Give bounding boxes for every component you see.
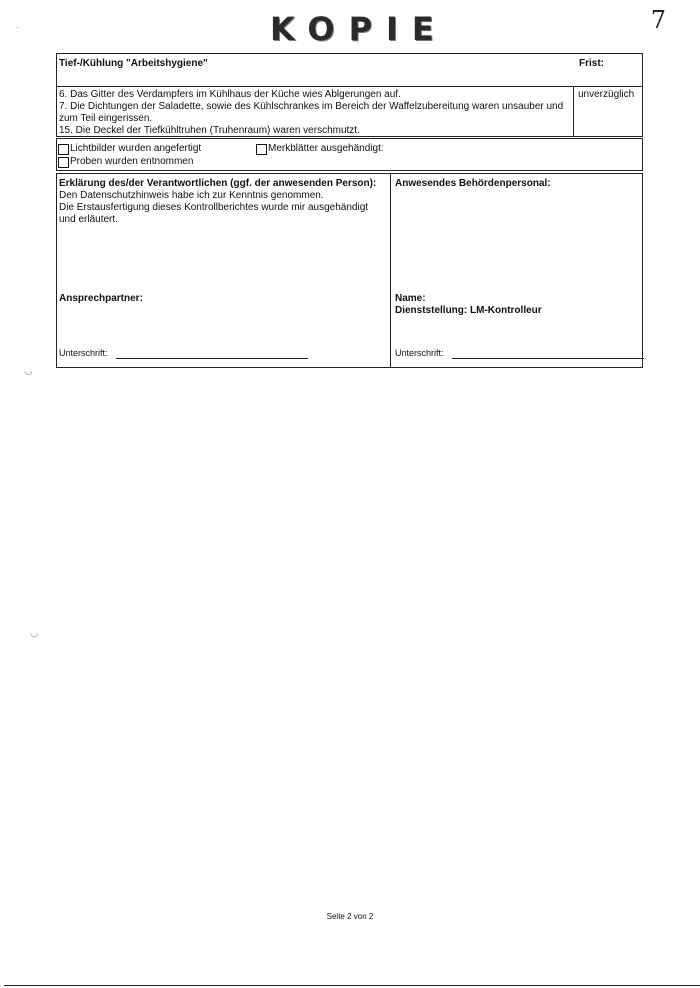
punch-hole-mark: ◡ — [30, 628, 39, 639]
signature-label: Unterschrift: — [59, 348, 108, 358]
finding-item: 15. Die Deckel der Tiefkühltruhen (Truhenraum) waren verschmutzt. — [59, 125, 360, 136]
photos-checkbox-row[interactable] — [58, 143, 201, 155]
deadline-value: unverzüglich — [574, 86, 642, 137]
leaflets-label: Merkblätter ausgehändigt: — [268, 143, 384, 154]
findings-title: Tief-/Kühlung "Arbeitshygiene" — [59, 58, 208, 69]
bottom-edge-line — [4, 985, 700, 986]
findings-list — [57, 86, 574, 137]
deadline-header: Frist: — [579, 58, 604, 69]
position-label: Dienststellung: LM-Kontrolleur — [395, 305, 542, 316]
authority-signature[interactable] — [395, 347, 644, 359]
finding-item: 6. Das Gitter des Verdampfers im Kühlhaus der Küche wies Ablgerungen auf. — [59, 89, 401, 100]
column-divider — [390, 174, 391, 367]
page-footer: Seite 2 von 2 — [326, 912, 374, 921]
signature-line[interactable] — [452, 349, 644, 359]
checkbox-icon[interactable] — [58, 157, 69, 168]
signature-label: Unterschrift: — [395, 348, 444, 358]
checkbox-section — [56, 138, 643, 171]
declaration-block — [59, 178, 387, 226]
leaflets-checkbox-row[interactable] — [256, 143, 384, 155]
signature-section — [56, 173, 643, 368]
copy-stamp: KOPIE — [270, 10, 448, 48]
handwritten-page-number: 7 — [650, 6, 666, 34]
scan-mark: · — [16, 22, 20, 33]
contact-label: Ansprechpartner: — [59, 293, 143, 304]
photos-label: Lichtbilder wurden angefertigt — [70, 143, 202, 154]
checkbox-icon[interactable] — [58, 144, 69, 155]
finding-item: 7. Die Dichtungen der Saladette, sowie des Kühlschrankes im Bereich der Waffelzubereitung waren unsauber und zum Teil eingerissen. — [59, 101, 564, 124]
declaration-line: Die Erstausfertigung dieses Kontrollberichtes wurde mir ausgehändigt und erläutert. — [59, 202, 369, 225]
authority-title: Anwesendes Behördenpersonal: — [395, 178, 551, 189]
samples-label: Proben wurden entnommen — [70, 156, 194, 167]
punch-hole-mark: ◡ — [24, 366, 33, 377]
declaration-title: Erklärung des/der Verantwortlichen (ggf. der anwesenden Person): — [59, 178, 377, 189]
samples-checkbox-row[interactable] — [58, 156, 193, 168]
signature-line[interactable] — [116, 349, 308, 359]
findings-section — [56, 53, 643, 137]
name-label: Name: — [395, 293, 426, 304]
declaration-line: Den Datenschutzhinweis habe ich zur Kenntnis genommen. — [59, 190, 324, 201]
checkbox-icon[interactable] — [256, 144, 267, 155]
responsible-signature[interactable] — [59, 347, 308, 359]
